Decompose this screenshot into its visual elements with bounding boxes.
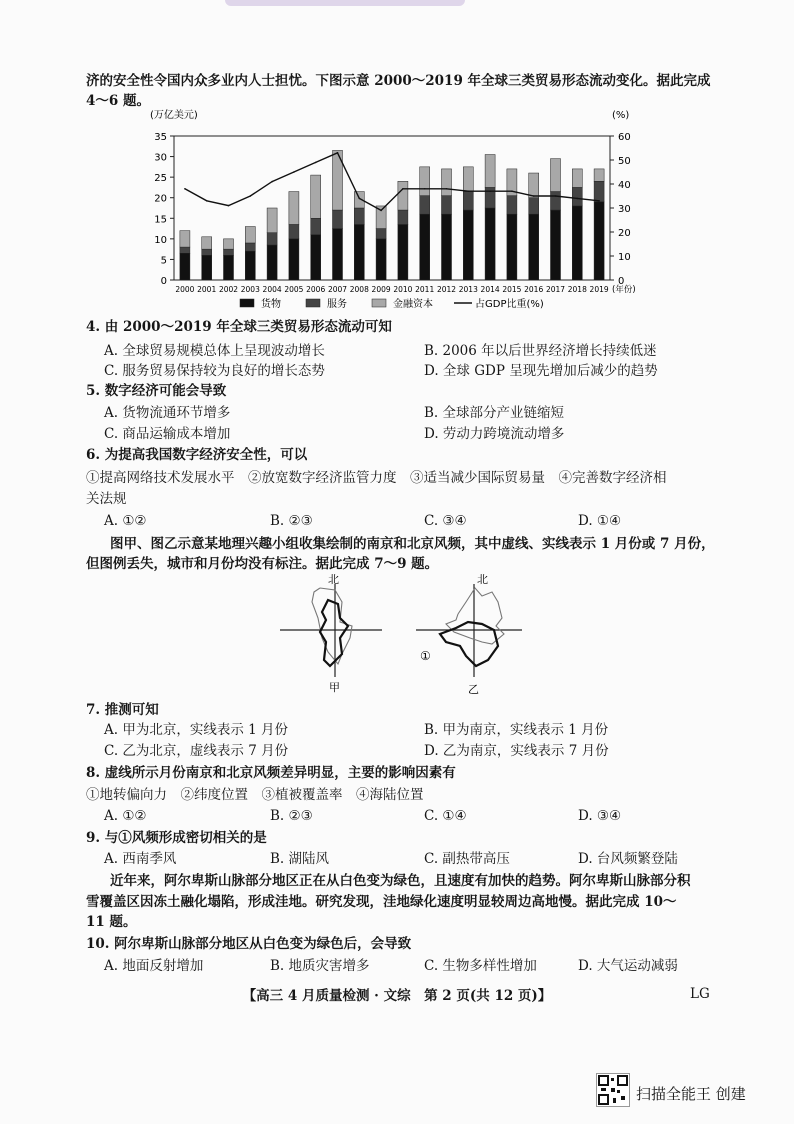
bar-金融资本-2003 xyxy=(245,227,255,243)
bar-货物-2014 xyxy=(485,208,495,280)
intro2-line-1: 图甲、图乙示意某地理兴趣小组收集绘制的南京和北京风频，其中虚线、实线表示 1 月份或 7 月份， xyxy=(110,536,715,552)
bar-货物-2012 xyxy=(441,214,451,280)
gdp-share-point xyxy=(337,152,339,154)
bar-金融资本-2011 xyxy=(420,167,430,196)
bar-货物-2006 xyxy=(311,235,321,280)
x-tick-label: 2010 xyxy=(393,285,413,294)
gdp-share-point xyxy=(489,190,491,192)
bar-服务-2013 xyxy=(463,192,473,211)
bar-货物-2003 xyxy=(245,251,255,280)
x-tick-label: 2002 xyxy=(218,285,239,294)
wind-rose-figure xyxy=(270,572,530,698)
q4-option-c[interactable]: C. 服务贸易保持较为良好的增长态势 xyxy=(104,363,325,379)
q6-choices-line-2: 关法规 xyxy=(86,491,127,507)
y-left-tick-label: 25 xyxy=(154,173,167,185)
gdp-share-point xyxy=(271,181,273,183)
q6-stem: 6. 为提高我国数字经济安全性，可以 xyxy=(86,447,308,463)
legend-label: 金融资本 xyxy=(393,299,433,310)
bar-货物-2007 xyxy=(332,229,342,280)
q9-option-a[interactable]: A. 西南季风 xyxy=(104,851,177,867)
legend-label: 货物 xyxy=(261,299,281,310)
bar-货物-2011 xyxy=(420,214,430,280)
q5-option-c[interactable]: C. 商品运输成本增加 xyxy=(104,426,231,442)
trade-flow-chart xyxy=(140,108,660,318)
bar-服务-2011 xyxy=(420,196,430,215)
q9-option-d[interactable]: D. 台风频繁登陆 xyxy=(578,851,678,867)
bar-货物-2019 xyxy=(594,202,604,280)
q10-stem: 10. 阿尔卑斯山脉部分地区从白色变为绿色后，会导致 xyxy=(86,936,412,952)
y-left-axis-label: (万亿美元) xyxy=(150,110,198,121)
bar-货物-2005 xyxy=(289,239,299,280)
bar-服务-2001 xyxy=(202,249,212,255)
q6-option-a[interactable]: A. ①② xyxy=(104,513,147,529)
x-tick-label: 2009 xyxy=(371,285,391,294)
bar-货物-2010 xyxy=(398,224,408,280)
bar-服务-2007 xyxy=(332,210,342,229)
q8-option-c[interactable]: C. ①④ xyxy=(424,808,467,824)
q7-option-d[interactable]: D. 乙为南京，实线表示 7 月份 xyxy=(424,743,609,759)
q7-option-c[interactable]: C. 乙为北京，虚线表示 7 月份 xyxy=(104,743,289,759)
x-tick-label: 2001 xyxy=(197,285,217,294)
q7-stem: 7. 推测可知 xyxy=(86,702,159,718)
gdp-share-point xyxy=(380,210,382,212)
x-tick-label: 2000 xyxy=(175,285,195,294)
y-right-tick-label: 0 xyxy=(618,276,625,287)
bar-货物-2009 xyxy=(376,239,386,280)
gdp-share-point xyxy=(533,195,535,197)
gdp-share-point xyxy=(206,200,208,202)
y-right-tick-label: 50 xyxy=(618,156,631,167)
x-tick-label: 2017 xyxy=(545,285,566,294)
legend-swatch xyxy=(372,299,386,307)
x-tick-label: 2008 xyxy=(349,285,369,294)
intro-line-2: 4～6 题。 xyxy=(86,93,150,109)
bar-金融资本-2005 xyxy=(289,192,299,225)
q8-option-d[interactable]: D. ③④ xyxy=(578,808,622,824)
y-right-tick-label: 40 xyxy=(618,180,631,191)
north-label-jia: 北 xyxy=(328,573,339,586)
x-tick-label: 2005 xyxy=(284,285,304,294)
bar-金融资本-2010 xyxy=(398,181,408,210)
intro-line-1: 济的安全性令国内众多业内人士担忧。下图示意 2000～2019 年全球三类贸易形态流动变化。据此完成 xyxy=(86,73,711,89)
q8-choices-line: ①地转偏向力 ②纬度位置 ③植被覆盖率 ④海陆位置 xyxy=(86,787,424,803)
intro2-line-2: 但图例丢失，城市和月份均没有标注。据此完成 7～9 题。 xyxy=(86,556,439,572)
wind-rose-yi xyxy=(416,573,522,696)
x-tick-label: 2013 xyxy=(458,285,478,294)
bar-货物-2018 xyxy=(572,206,582,280)
intro3-line-1: 近年来，阿尔卑斯山脉部分地区正在从白色变为绿色，且速度有加快的趋势。阿尔卑斯山脉部分积 xyxy=(110,873,691,889)
gdp-share-point xyxy=(577,198,579,200)
bar-金融资本-2002 xyxy=(223,239,233,249)
bar-服务-2015 xyxy=(507,196,517,215)
bar-服务-2017 xyxy=(550,192,560,211)
bar-金融资本-2004 xyxy=(267,208,277,233)
x-tick-label: 2019 xyxy=(589,285,609,294)
jia-dashed-outline xyxy=(312,588,352,664)
q10-option-a[interactable]: A. 地面反射增加 xyxy=(104,958,204,974)
gdp-share-point xyxy=(511,190,513,192)
q9-option-b[interactable]: B. 湖陆风 xyxy=(270,851,330,867)
bar-金融资本-2016 xyxy=(529,173,539,198)
gdp-share-point xyxy=(468,190,470,192)
bar-金融资本-2012 xyxy=(441,169,451,196)
legend-swatch xyxy=(240,299,254,307)
bar-货物-2008 xyxy=(354,224,364,280)
marker-one: ① xyxy=(420,649,431,663)
x-tick-label: 2007 xyxy=(327,285,348,294)
bar-金融资本-2001 xyxy=(202,237,212,249)
intro3-line-3: 11 题。 xyxy=(86,914,137,930)
q6-option-d[interactable]: D. ①④ xyxy=(578,513,622,529)
q10-option-b[interactable]: B. 地质灾害增多 xyxy=(270,958,370,974)
gdp-share-point xyxy=(315,162,317,164)
jia-solid-outline xyxy=(320,600,348,666)
q8-option-a[interactable]: A. ①② xyxy=(104,808,147,824)
bar-服务-2018 xyxy=(572,187,582,206)
wind-rose-jia xyxy=(280,573,382,694)
bar-金融资本-2006 xyxy=(311,175,321,218)
q7-option-a[interactable]: A. 甲为北京，实线表示 1 月份 xyxy=(104,722,289,738)
legend-label: 占GDP比重(%) xyxy=(475,299,544,310)
y-left-tick-label: 30 xyxy=(154,152,167,164)
bar-货物-2002 xyxy=(223,255,233,280)
x-tick-label: 2003 xyxy=(240,285,260,294)
y-left-tick-label: 20 xyxy=(154,193,167,205)
x-tick-label: 2018 xyxy=(567,285,587,294)
bar-货物-2004 xyxy=(267,245,277,280)
intro3-line-2: 雪覆盖区因冻土融化塌陷，形成洼地。研究发现，洼地绿化速度明显较周边高地慢。据此完成 10～ xyxy=(86,894,677,910)
q5-stem: 5. 数字经济可能会导致 xyxy=(86,383,227,399)
gdp-share-point xyxy=(293,171,295,173)
y-right-tick-label: 60 xyxy=(618,132,631,143)
y-left-tick-label: 5 xyxy=(160,255,167,267)
q5-option-b[interactable]: B. 全球部分产业链缩短 xyxy=(424,405,565,421)
bar-货物-2017 xyxy=(550,210,560,280)
q4-stem: 4. 由 2000～2019 年全球三类贸易形态流动可知 xyxy=(86,319,392,335)
x-tick-label: 2015 xyxy=(502,285,522,294)
bar-服务-2010 xyxy=(398,210,408,224)
q10-option-c[interactable]: C. 生物多样性增加 xyxy=(424,958,537,974)
bar-服务-2019 xyxy=(594,181,604,202)
y-right-tick-label: 20 xyxy=(618,228,631,239)
page-footer: 【高三 4 月质量检测 · 文综 第 2 页(共 12 页)】 xyxy=(242,988,552,1004)
qr-code-icon xyxy=(596,1073,630,1107)
q5-option-a[interactable]: A. 货物流通环节增多 xyxy=(104,405,231,421)
bar-金融资本-2019 xyxy=(594,169,604,181)
bar-服务-2002 xyxy=(223,249,233,255)
top-smudge xyxy=(225,0,465,6)
gdp-share-point xyxy=(228,205,230,207)
q6-choices-line-1: ①提高网络技术发展水平 ②放宽数字经济监管力度 ③适当减少国际贸易量 ④完善数字经济相 xyxy=(86,470,667,486)
x-tick-label: 2004 xyxy=(262,285,282,294)
gdp-share-point xyxy=(250,195,252,197)
bar-货物-2015 xyxy=(507,214,517,280)
q9-option-c[interactable]: C. 副热带高压 xyxy=(424,851,510,867)
footer-code: LG xyxy=(690,986,710,1002)
gdp-share-point xyxy=(402,188,404,190)
bar-货物-2001 xyxy=(202,255,212,280)
x-tick-label: 2011 xyxy=(415,285,435,294)
north-label-yi: 北 xyxy=(477,573,488,586)
y-right-tick-label: 10 xyxy=(618,252,631,263)
bar-服务-2006 xyxy=(311,218,321,234)
bar-服务-2008 xyxy=(354,208,364,224)
q9-stem: 9. 与①风频形成密切相关的是 xyxy=(86,830,267,846)
y-right-tick-label: 30 xyxy=(618,204,631,215)
x-tick-label: 2012 xyxy=(436,285,457,294)
yi-label: 乙 xyxy=(468,683,479,696)
x-tick-label: 2006 xyxy=(306,285,326,294)
scanner-watermark: 扫描全能王 创建 xyxy=(636,1085,746,1103)
y-left-tick-label: 15 xyxy=(154,214,167,226)
y-left-tick-label: 10 xyxy=(154,234,167,246)
bar-金融资本-2017 xyxy=(550,159,560,192)
gdp-share-point xyxy=(184,188,186,190)
q4-option-d[interactable]: D. 全球 GDP 呈现先增加后减少的趋势 xyxy=(424,363,658,379)
bar-服务-2003 xyxy=(245,243,255,251)
plot-frame xyxy=(174,136,610,280)
q6-option-b[interactable]: B. ②③ xyxy=(270,513,313,529)
q4-option-b[interactable]: B. 2006 年以后世界经济增长持续低迷 xyxy=(424,343,657,359)
legend-label: 服务 xyxy=(327,299,347,310)
q4-option-a[interactable]: A. 全球贸易规模总体上呈现波动增长 xyxy=(104,343,325,359)
bar-货物-2016 xyxy=(529,214,539,280)
gdp-share-point xyxy=(598,200,600,202)
gdp-share-point xyxy=(446,188,448,190)
jia-label: 甲 xyxy=(329,681,340,694)
bar-服务-2000 xyxy=(180,247,190,253)
bar-服务-2009 xyxy=(376,229,386,239)
bar-服务-2005 xyxy=(289,224,299,238)
gdp-share-point xyxy=(359,198,361,200)
bar-金融资本-2018 xyxy=(572,169,582,188)
y-right-axis-label: (%) xyxy=(612,110,630,121)
q8-stem: 8. 虚线所示月份南京和北京风频差异明显，主要的影响因素有 xyxy=(86,765,456,781)
x-unit-label: (年份) xyxy=(612,285,636,295)
bar-服务-2016 xyxy=(529,198,539,214)
q7-option-b[interactable]: B. 甲为南京，实线表示 1 月份 xyxy=(424,722,609,738)
x-tick-label: 2014 xyxy=(480,285,500,294)
q6-option-c[interactable]: C. ③④ xyxy=(424,513,467,529)
bar-金融资本-2000 xyxy=(180,231,190,247)
y-left-tick-label: 0 xyxy=(160,276,167,287)
bar-金融资本-2014 xyxy=(485,155,495,188)
bar-服务-2012 xyxy=(441,196,451,215)
bar-金融资本-2009 xyxy=(376,206,386,229)
y-left-tick-label: 35 xyxy=(154,132,167,143)
gdp-share-point xyxy=(424,188,426,190)
gdp-share-point xyxy=(555,195,557,197)
bar-金融资本-2013 xyxy=(463,167,473,192)
bar-货物-2013 xyxy=(463,210,473,280)
q8-option-b[interactable]: B. ②③ xyxy=(270,808,313,824)
x-tick-label: 2016 xyxy=(524,285,544,294)
bar-货物-2000 xyxy=(180,253,190,280)
q10-option-d[interactable]: D. 大气运动减弱 xyxy=(578,958,678,974)
legend-swatch xyxy=(306,299,320,307)
bar-服务-2004 xyxy=(267,233,277,245)
q5-option-d[interactable]: D. 劳动力跨境流动增多 xyxy=(424,426,565,442)
